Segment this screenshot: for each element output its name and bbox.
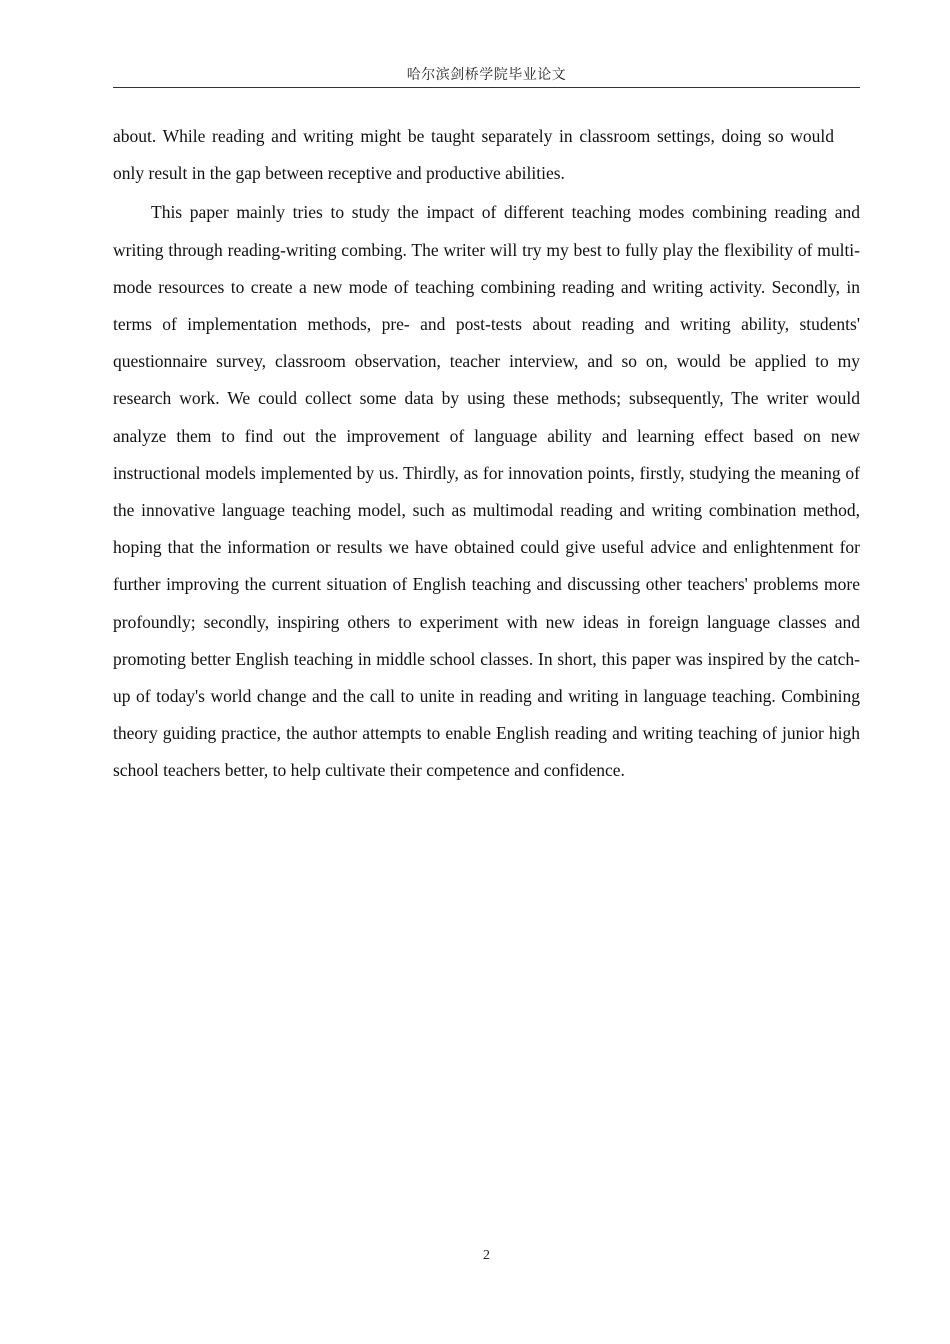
running-header: 哈尔滨剑桥学院毕业论文 xyxy=(406,68,567,83)
page-number: 2 xyxy=(483,1248,490,1263)
body-text xyxy=(113,118,860,790)
paragraph-continued: about. While reading and writing might be taught separately in classroom settings, doing so would only result in the gap between receptive and productive abilities. xyxy=(113,126,834,184)
paragraph-main: This paper mainly tries to study the impact of different teaching modes combining reading and writing through reading-writing combing. The writer will try my best to fully play the flexibility of multi-mode resources to create a new mode of teaching combining reading and writing activity. Secondly, in terms of implementation methods, pre- and post-tests about reading and writing ability, students' questionnaire survey, classroom observation, teacher interview, and so on, would be applied to my research work. We could collect some data by using these methods; subsequently, The writer would analyze them to find out the improvement of language ability and learning effect based on new instructional models implemented by us. Thirdly, as for innovation points, firstly, studying the meaning of the innovative language teaching model, such as multimodal reading and writing combination method, hoping that the information or results we have obtained could give useful advice and enlightenment for further improving the current situation of English teaching and discussing other teachers' problems more profoundly; secondly, inspiring others to experiment with new ideas in foreign language classes and promoting better English teaching in middle school classes. In short, this paper was inspired by the catch-up of today's world change and the call to unite in reading and writing in language teaching. Combining theory guiding practice, the author attempts to enable English reading and writing teaching of junior high school teachers better, to help cultivate their competence and confidence. xyxy=(113,202,860,781)
header-rule xyxy=(113,87,860,88)
